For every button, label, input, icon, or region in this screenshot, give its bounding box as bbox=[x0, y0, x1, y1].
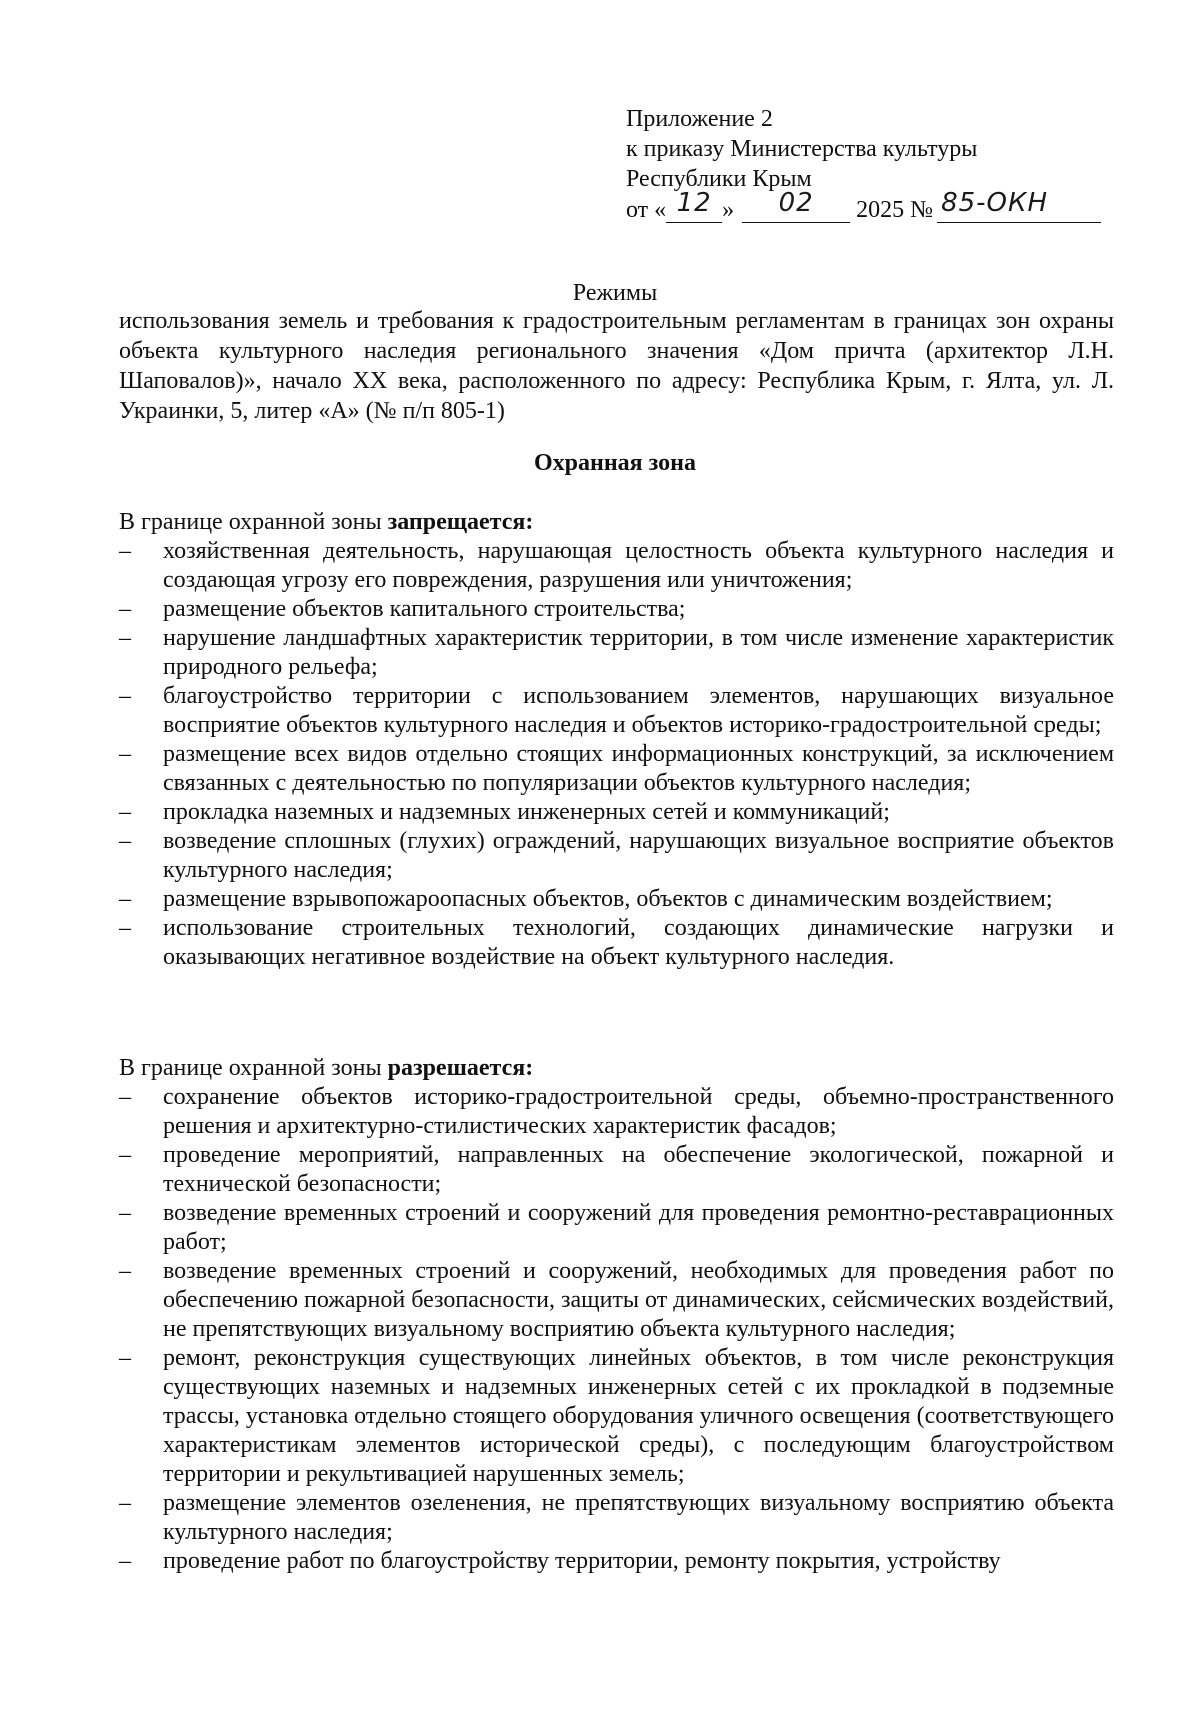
list-item: – возведение временных строений и сооружений для проведения ремонтно-реставрационных работ; bbox=[119, 1199, 1114, 1257]
date-year-no: 2025 № bbox=[856, 197, 934, 223]
list-item: – проведение работ по благоустройству территории, ремонту покрытия, устройству bbox=[119, 1547, 1114, 1576]
appendix-republic: Республики Крым bbox=[626, 166, 812, 192]
date-day-blank bbox=[666, 188, 722, 223]
prohibited-block bbox=[119, 508, 1114, 972]
appendix-date-line bbox=[626, 188, 1101, 225]
list-item: – ремонт, реконструкция существующих линейных объектов, в том числе реконструкция существующих наземных и надземных инженерных сетей с их прокладкой в подземные трассы, установка отдельно стоящего оборудования уличного освещения (соответствующего характеристикам элементов исторической среды), с последующим благоустройством территории и рекультивацией нарушенных земель; bbox=[119, 1344, 1114, 1489]
list-item: – сохранение объектов историко-градостроительной среды, объемно-пространственного решения и архитектурно-стилистических характеристик фасадов; bbox=[119, 1083, 1114, 1141]
permitted-intro-bold: разрешается: bbox=[387, 1055, 534, 1081]
list-item: – размещение элементов озеленения, не препятствующих визуальному восприятию объекта культурного наследия; bbox=[119, 1489, 1114, 1547]
appendix-header bbox=[626, 104, 1101, 225]
permitted-block bbox=[119, 1054, 1114, 1576]
list-item: – нарушение ландшафтных характеристик территории, в том числе изменение характеристик природного рельефа; bbox=[119, 624, 1114, 682]
list-item: – размещение всех видов отдельно стоящих информационных конструкций, за исключением связанных с деятельностью по популяризации объектов культурного наследия; bbox=[119, 740, 1114, 798]
list-item: – проведение мероприятий, направленных на обеспечение экологической, пожарной и технической безопасности; bbox=[119, 1141, 1114, 1199]
prohibited-list bbox=[119, 537, 1114, 972]
list-item: – размещение объектов капитального строительства; bbox=[119, 595, 1114, 624]
date-mid: » bbox=[722, 197, 735, 223]
list-item: – возведение временных строений и сооружений, необходимых для проведения работ по обеспечению пожарной безопасности, защиты от динамических, сейсмических воздействий, не препятствующих визуальному восприятию объекта культурного наследия; bbox=[119, 1257, 1114, 1344]
document-title: Режимы bbox=[572, 280, 658, 306]
prohibited-intro-text: В границе охранной зоны bbox=[119, 509, 388, 535]
permitted-intro-text: В границе охранной зоны bbox=[119, 1055, 388, 1081]
date-day: 12 bbox=[676, 188, 712, 218]
order-number-blank bbox=[937, 188, 1101, 223]
document-subtitle: использования земель и требования к градостроительным регламентам в границах зон охраны объекта культурного наследия регионального значения «Дом причта (архитектор Л.Н. Шаповалов)», начало XX века, расположенного по адресу: Республика Крым, г. Ялта, ул. Л. Украинки, 5, литер «А» (№ п/п 805-1) bbox=[119, 308, 1114, 424]
date-month-blank bbox=[742, 188, 850, 223]
list-item: – прокладка наземных и надземных инженерных сетей и коммуникаций; bbox=[119, 798, 1114, 827]
date-month: 02 bbox=[778, 188, 814, 218]
prohibited-intro bbox=[119, 508, 1114, 537]
list-item: – хозяйственная деятельность, нарушающая целостность объекта культурного наследия и создающая угрозу его повреждения, разрушения или уничтожения; bbox=[119, 537, 1114, 595]
permitted-list bbox=[119, 1083, 1114, 1576]
prohibited-intro-bold: запрещается: bbox=[387, 509, 534, 535]
order-number: 85-ОКН bbox=[941, 188, 1049, 218]
list-item: – возведение сплошных (глухих) ограждений, нарушающих визуальное восприятие объектов культурного наследия; bbox=[119, 827, 1114, 885]
permitted-intro bbox=[119, 1054, 1114, 1083]
appendix-number: Приложение 2 bbox=[626, 106, 773, 132]
date-prefix: от « bbox=[626, 197, 667, 223]
section-heading: Охранная зона bbox=[534, 450, 696, 476]
appendix-order-ref: к приказу Министерства культуры bbox=[626, 136, 978, 162]
list-item: – использование строительных технологий, создающих динамические нагрузки и оказывающих негативное воздействие на объект культурного наследия. bbox=[119, 914, 1114, 972]
list-item: – благоустройство территории с использованием элементов, нарушающих визуальное восприятие объектов культурного наследия и объектов историко-градостроительной среды; bbox=[119, 682, 1114, 740]
list-item: – размещение взрывопожароопасных объектов, объектов с динамическим воздействием; bbox=[119, 885, 1114, 914]
